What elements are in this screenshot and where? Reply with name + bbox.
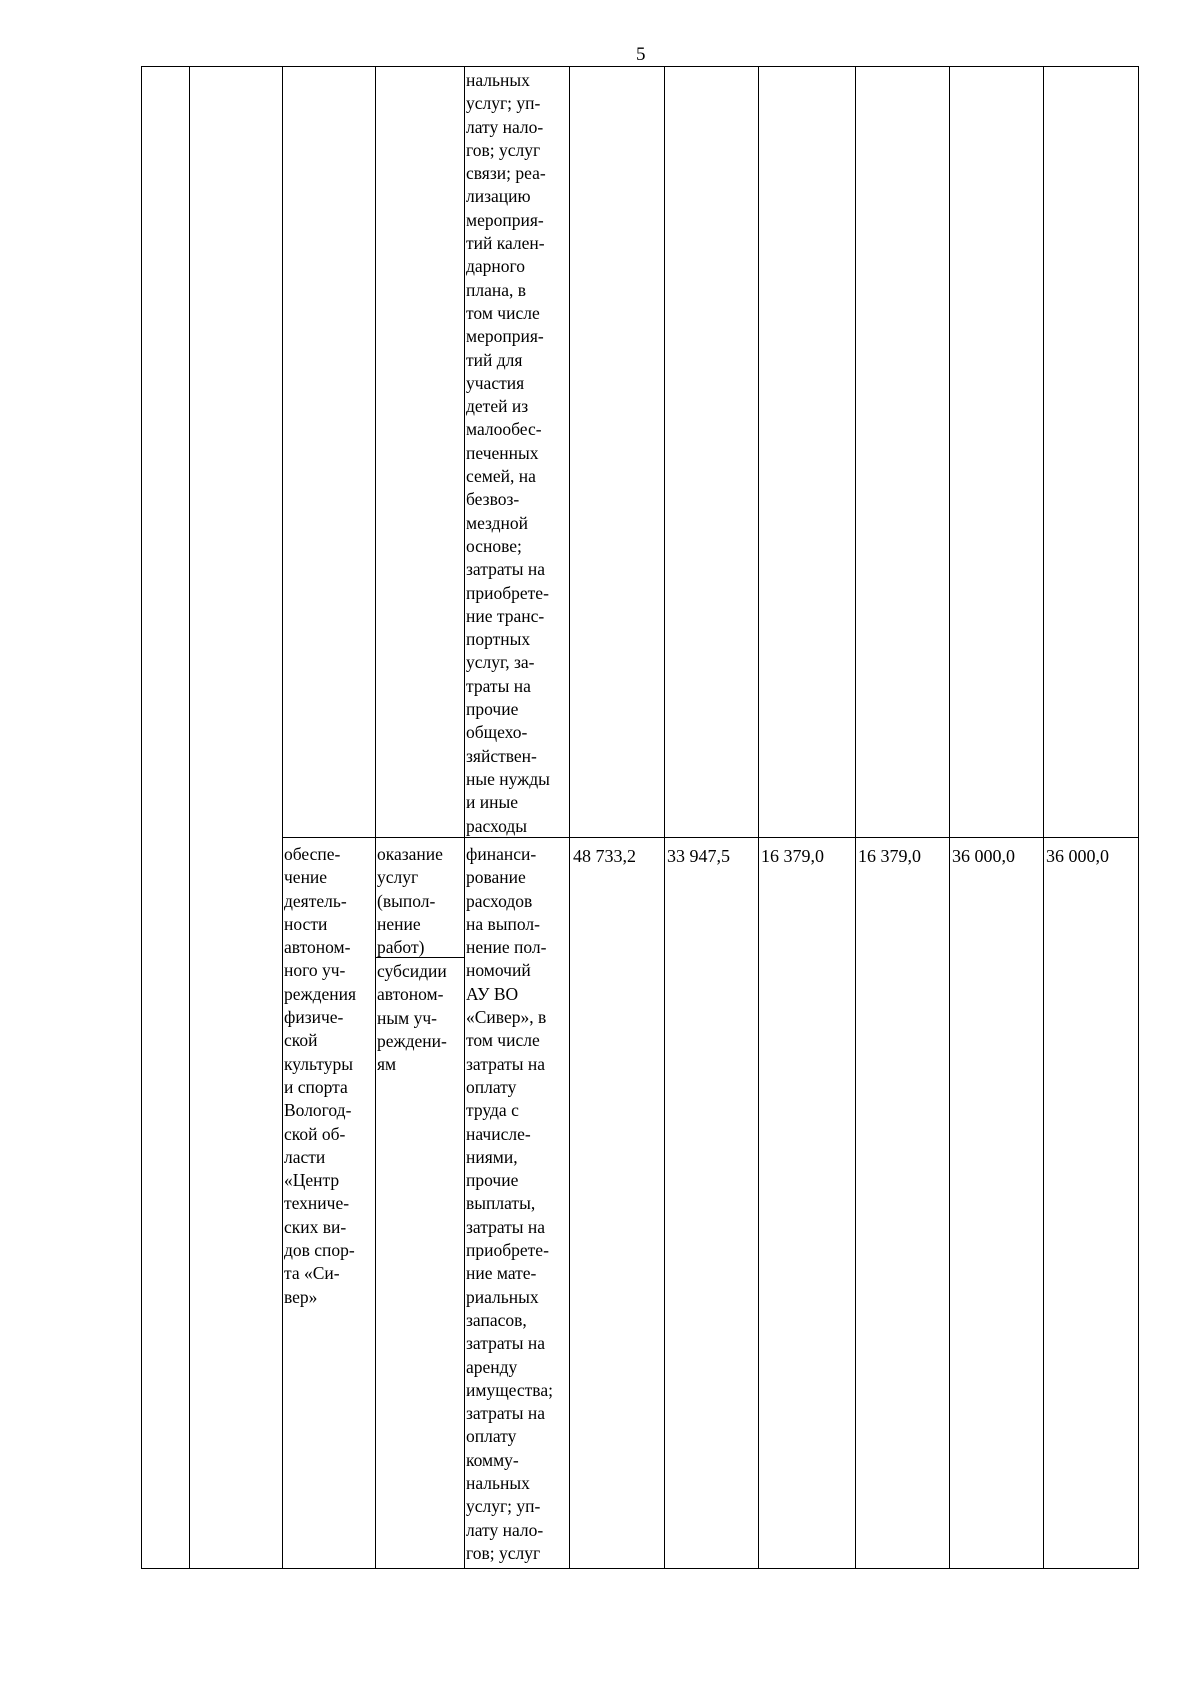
row2-value-6: 36 000,0: [1046, 846, 1109, 866]
row2-service-type: оказание услуг (выпол- нение работ): [377, 844, 443, 958]
row2-value-4: 16 379,0: [858, 846, 921, 866]
column-border: [1043, 67, 1044, 1568]
column-border: [189, 67, 190, 1568]
budget-table: [141, 66, 1139, 1569]
row2-activity-name: обеспе- чение деятель- ности автоном- ного уч- реждения физиче- ской культуры и спорта Вологод- ской об- ласти «Центр техниче- ских ви- дов спор- та «Си- вер»: [284, 844, 357, 1307]
column-border: [375, 67, 376, 1568]
column-border: [664, 67, 665, 1568]
row2-value-2: 33 947,5: [667, 846, 730, 866]
page-number: 5: [636, 44, 646, 65]
column-border: [282, 67, 283, 1568]
column-border: [464, 67, 465, 1568]
column-border: [855, 67, 856, 1568]
column-border: [569, 67, 570, 1568]
row2-value-5: 36 000,0: [952, 846, 1015, 866]
row-separator: [282, 837, 1138, 838]
row2-description: финанси- рование расходов на выпол- нение пол- номочий АУ ВО «Сивер», в том числе затраты на оплату труда с начисле- ниями, прочие выплаты, затраты на приобрете- ние мате- риальных запасов, затраты на аренду имущества; затраты на оплату комму- нальных услуг; уп- лату нало- гов; услуг: [466, 844, 553, 1563]
column-border: [949, 67, 950, 1568]
row1-description: нальных услуг; уп- лату нало- гов; услуг связи; реа- лизацию мероприя- тий кален- дарного плана, в том числе мероприя- тий для участия детей из малообес- печенных семей, на безвоз- мездной основе; затраты на приобрете- ние транс- портных услуг, за- траты на прочие общехо- зяйствен- ные нужды и иные расходы: [466, 70, 550, 836]
row2-value-1: 48 733,2: [573, 846, 636, 866]
column-border: [758, 67, 759, 1568]
row2-subsidy-type: субсидии автоном- ным уч- реждени- ям: [377, 961, 447, 1075]
row2-value-3: 16 379,0: [761, 846, 824, 866]
